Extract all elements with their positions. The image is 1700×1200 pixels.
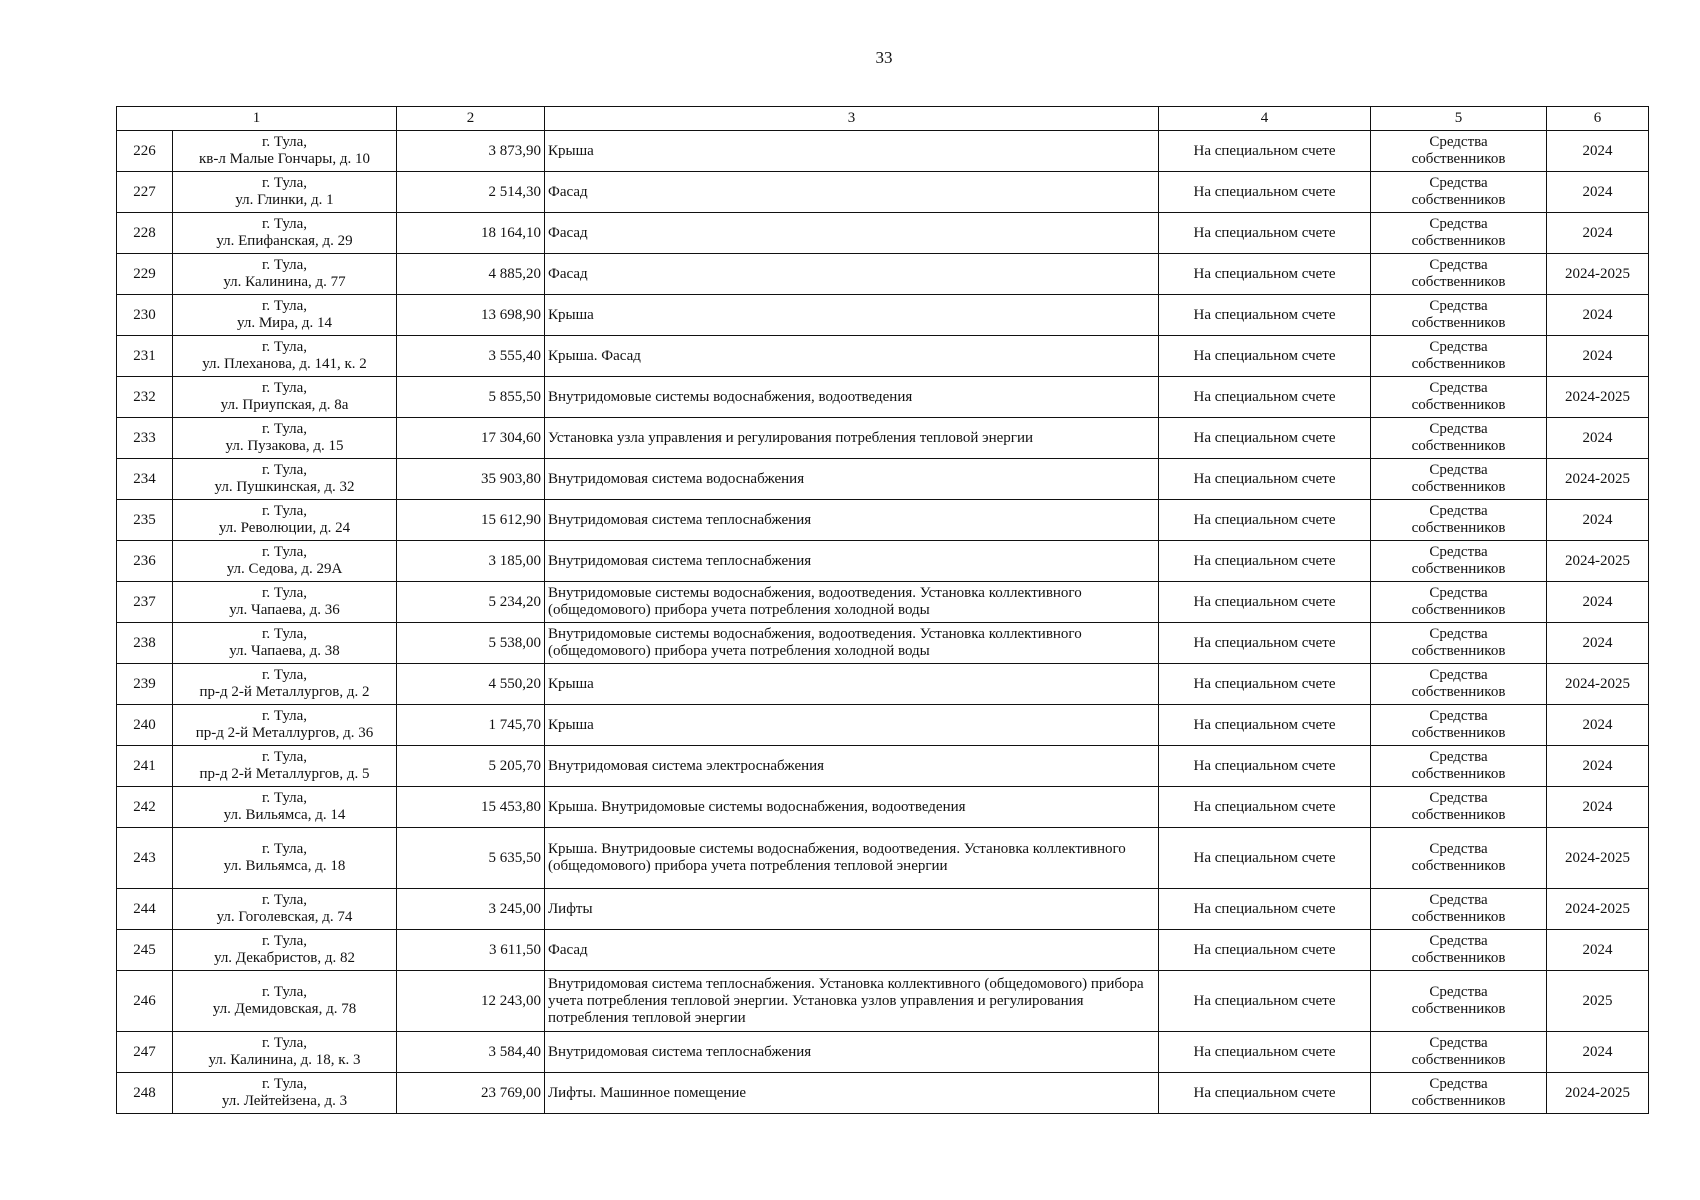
- table-row: [117, 623, 1649, 664]
- works-cell: Внутридомовая система теплоснабжения: [545, 541, 1159, 582]
- account-cell: На специальном счете: [1159, 295, 1371, 336]
- funding-source-line2: собственников: [1411, 1001, 1506, 1017]
- address-city: г. Тула,: [261, 257, 308, 273]
- account-cell: На специальном счете: [1159, 254, 1371, 295]
- table-row: [117, 582, 1649, 623]
- works-cell: Фасад: [545, 172, 1159, 213]
- table-row: [117, 336, 1649, 377]
- table-row: [117, 377, 1649, 418]
- funding-source-cell: [1371, 787, 1547, 828]
- address-city: г. Тула,: [261, 667, 308, 683]
- works-cell: Внутридомовые системы водоснабжения, водоотведения. Установка коллективного (общедомового) прибора учета потребления холодной воды: [545, 623, 1159, 664]
- area-cell: 5 635,50: [397, 828, 545, 889]
- address-city: г. Тула,: [261, 1035, 308, 1051]
- area-cell: 3 245,00: [397, 889, 545, 930]
- row-number: 235: [117, 500, 173, 541]
- funding-source-line2: собственников: [1411, 479, 1506, 495]
- years-cell: 2024: [1547, 131, 1649, 172]
- funding-source-line1: Средства: [1429, 708, 1488, 724]
- table-row: [117, 746, 1649, 787]
- address-street: ул. Вильямса, д. 14: [223, 807, 346, 823]
- account-cell: На специальном счете: [1159, 705, 1371, 746]
- table-row: [117, 541, 1649, 582]
- account-cell: На специальном счете: [1159, 172, 1371, 213]
- address-city: г. Тула,: [261, 503, 308, 519]
- works-cell: Крыша. Фасад: [545, 336, 1159, 377]
- account-cell: На специальном счете: [1159, 889, 1371, 930]
- address-cell: [173, 418, 397, 459]
- area-cell: 3 584,40: [397, 1032, 545, 1073]
- account-cell: На специальном счете: [1159, 459, 1371, 500]
- header-col-2: 2: [397, 107, 545, 131]
- funding-source-cell: [1371, 971, 1547, 1032]
- address-street: ул. Демидовская, д. 78: [212, 1001, 357, 1017]
- funding-source-line2: собственников: [1411, 520, 1506, 536]
- row-number: 243: [117, 828, 173, 889]
- address-street: ул. Вильямса, д. 18: [223, 858, 346, 874]
- row-number: 232: [117, 377, 173, 418]
- address-city: г. Тула,: [261, 421, 308, 437]
- address-street: ул. Декабристов, д. 82: [213, 950, 355, 966]
- funding-source-cell: [1371, 705, 1547, 746]
- address-city: г. Тула,: [261, 708, 308, 724]
- area-cell: 5 234,20: [397, 582, 545, 623]
- address-street: пр-д 2-й Металлургов, д. 36: [195, 725, 374, 741]
- area-cell: 2 514,30: [397, 172, 545, 213]
- years-cell: 2024: [1547, 623, 1649, 664]
- funding-source-line1: Средства: [1429, 585, 1488, 601]
- funding-source-line1: Средства: [1429, 175, 1488, 191]
- funding-source-cell: [1371, 500, 1547, 541]
- area-cell: 3 555,40: [397, 336, 545, 377]
- funding-source-cell: [1371, 541, 1547, 582]
- years-cell: 2024: [1547, 930, 1649, 971]
- address-cell: [173, 336, 397, 377]
- funding-source-line1: Средства: [1429, 134, 1488, 150]
- funding-source-cell: [1371, 295, 1547, 336]
- account-cell: На специальном счете: [1159, 971, 1371, 1032]
- table-row: [117, 131, 1649, 172]
- account-cell: На специальном счете: [1159, 664, 1371, 705]
- area-cell: 3 611,50: [397, 930, 545, 971]
- address-cell: [173, 1073, 397, 1114]
- address-city: г. Тула,: [261, 984, 308, 1000]
- works-cell: Внутридомовая система теплоснабжения. Установка коллективного (общедомового) прибора учета потребления тепловой энергии. Установка узлов управления и регулирования потребления тепловой энергии: [545, 971, 1159, 1032]
- works-cell: Установка узла управления и регулирования потребления тепловой энергии: [545, 418, 1159, 459]
- area-cell: 15 453,80: [397, 787, 545, 828]
- row-number: 227: [117, 172, 173, 213]
- works-cell: Фасад: [545, 254, 1159, 295]
- address-street: ул. Чапаева, д. 38: [229, 643, 340, 659]
- address-cell: [173, 541, 397, 582]
- area-cell: 1 745,70: [397, 705, 545, 746]
- years-cell: 2024-2025: [1547, 828, 1649, 889]
- table-row: [117, 1073, 1649, 1114]
- funding-source-line1: Средства: [1429, 380, 1488, 396]
- funding-source-line1: Средства: [1429, 749, 1488, 765]
- funding-source-line2: собственников: [1411, 438, 1506, 454]
- years-cell: 2024: [1547, 418, 1649, 459]
- funding-source-line2: собственников: [1411, 725, 1506, 741]
- funding-source-cell: [1371, 582, 1547, 623]
- funding-source-line1: Средства: [1429, 257, 1488, 273]
- funding-source-line1: Средства: [1429, 790, 1488, 806]
- works-cell: Внутридомовые системы водоснабжения, водоотведения: [545, 377, 1159, 418]
- years-cell: 2025: [1547, 971, 1649, 1032]
- works-cell: Лифты. Машинное помещение: [545, 1073, 1159, 1114]
- funding-source-cell: [1371, 459, 1547, 500]
- header-col-1: 1: [117, 107, 397, 131]
- works-cell: Фасад: [545, 213, 1159, 254]
- address-street: ул. Чапаева, д. 36: [229, 602, 340, 618]
- page-number: 33: [875, 48, 893, 67]
- address-cell: [173, 254, 397, 295]
- years-cell: 2024-2025: [1547, 664, 1649, 705]
- account-cell: На специальном счете: [1159, 1032, 1371, 1073]
- table-row: [117, 418, 1649, 459]
- address-street: ул. Лейтейзена, д. 3: [221, 1093, 348, 1109]
- years-cell: 2024: [1547, 172, 1649, 213]
- address-street: ул. Революции, д. 24: [218, 520, 351, 536]
- funding-source-line1: Средства: [1429, 626, 1488, 642]
- address-cell: [173, 746, 397, 787]
- funding-source-cell: [1371, 213, 1547, 254]
- address-city: г. Тула,: [261, 462, 308, 478]
- account-cell: На специальном счете: [1159, 418, 1371, 459]
- account-cell: На специальном счете: [1159, 541, 1371, 582]
- years-cell: 2024-2025: [1547, 254, 1649, 295]
- row-number: 246: [117, 971, 173, 1032]
- address-cell: [173, 131, 397, 172]
- funding-source-cell: [1371, 254, 1547, 295]
- funding-source-line1: Средства: [1429, 298, 1488, 314]
- years-cell: 2024: [1547, 787, 1649, 828]
- address-city: г. Тула,: [261, 626, 308, 642]
- works-cell: Лифты: [545, 889, 1159, 930]
- area-cell: 23 769,00: [397, 1073, 545, 1114]
- table-row: [117, 295, 1649, 336]
- row-number: 237: [117, 582, 173, 623]
- address-city: г. Тула,: [261, 790, 308, 806]
- address-cell: [173, 213, 397, 254]
- header-col-6: 6: [1547, 107, 1649, 131]
- works-cell: Внутридомовая система водоснабжения: [545, 459, 1159, 500]
- funding-source-line2: собственников: [1411, 950, 1506, 966]
- address-street: ул. Калинина, д. 18, к. 3: [208, 1052, 361, 1068]
- address-cell: [173, 172, 397, 213]
- address-city: г. Тула,: [261, 841, 308, 857]
- row-number: 228: [117, 213, 173, 254]
- table-body: [117, 131, 1649, 1114]
- funding-source-cell: [1371, 336, 1547, 377]
- header-col-4: 4: [1159, 107, 1371, 131]
- funding-source-line2: собственников: [1411, 684, 1506, 700]
- row-number: 247: [117, 1032, 173, 1073]
- address-cell: [173, 623, 397, 664]
- funding-source-cell: [1371, 131, 1547, 172]
- address-city: г. Тула,: [261, 933, 308, 949]
- address-street: ул. Плеханова, д. 141, к. 2: [202, 356, 367, 372]
- years-cell: 2024: [1547, 582, 1649, 623]
- works-cell: Крыша: [545, 664, 1159, 705]
- header-col-5: 5: [1371, 107, 1547, 131]
- years-cell: 2024: [1547, 500, 1649, 541]
- area-cell: 3 873,90: [397, 131, 545, 172]
- works-cell: Фасад: [545, 930, 1159, 971]
- address-city: г. Тула,: [261, 892, 308, 908]
- account-cell: На специальном счете: [1159, 828, 1371, 889]
- funding-source-line2: собственников: [1411, 151, 1506, 167]
- address-street: пр-д 2-й Металлургов, д. 5: [199, 766, 370, 782]
- row-number: 240: [117, 705, 173, 746]
- address-cell: [173, 459, 397, 500]
- funding-source-line1: Средства: [1429, 216, 1488, 232]
- table-row: [117, 459, 1649, 500]
- address-city: г. Тула,: [261, 544, 308, 560]
- address-cell: [173, 971, 397, 1032]
- address-city: г. Тула,: [261, 339, 308, 355]
- funding-source-line2: собственников: [1411, 274, 1506, 290]
- account-cell: На специальном счете: [1159, 746, 1371, 787]
- funding-source-line2: собственников: [1411, 807, 1506, 823]
- account-cell: На специальном счете: [1159, 1073, 1371, 1114]
- works-cell: Крыша: [545, 131, 1159, 172]
- funding-source-cell: [1371, 746, 1547, 787]
- works-cell: Внутридомовая система теплоснабжения: [545, 500, 1159, 541]
- address-city: г. Тула,: [261, 380, 308, 396]
- row-number: 244: [117, 889, 173, 930]
- address-street: ул. Приупская, д. 8а: [220, 397, 349, 413]
- address-street: ул. Гоголевская, д. 74: [216, 909, 353, 925]
- address-street: ул. Пушкинская, д. 32: [214, 479, 355, 495]
- funding-source-cell: [1371, 930, 1547, 971]
- address-cell: [173, 1032, 397, 1073]
- address-cell: [173, 930, 397, 971]
- funding-source-cell: [1371, 1032, 1547, 1073]
- works-cell: Крыша: [545, 295, 1159, 336]
- funding-source-line1: Средства: [1429, 892, 1488, 908]
- table-row: [117, 971, 1649, 1032]
- funding-source-line2: собственников: [1411, 561, 1506, 577]
- table-row: [117, 889, 1649, 930]
- funding-source-line2: собственников: [1411, 1052, 1506, 1068]
- address-street: ул. Калинина, д. 77: [223, 274, 346, 290]
- address-city: г. Тула,: [261, 175, 308, 191]
- address-city: г. Тула,: [261, 749, 308, 765]
- address-street: ул. Глинки, д. 1: [235, 192, 334, 208]
- account-cell: На специальном счете: [1159, 582, 1371, 623]
- works-cell: Крыша. Внутридомовые системы водоснабжения, водоотведения: [545, 787, 1159, 828]
- address-city: г. Тула,: [261, 134, 308, 150]
- account-cell: На специальном счете: [1159, 377, 1371, 418]
- row-number: 242: [117, 787, 173, 828]
- funding-source-line1: Средства: [1429, 984, 1488, 1000]
- address-cell: [173, 889, 397, 930]
- address-street: кв-л Малые Гончары, д. 10: [199, 151, 370, 167]
- funding-source-line1: Средства: [1429, 544, 1488, 560]
- area-cell: 13 698,90: [397, 295, 545, 336]
- funding-source-line2: собственников: [1411, 356, 1506, 372]
- address-cell: [173, 664, 397, 705]
- table-row: [117, 1032, 1649, 1073]
- works-cell: Внутридомовая система электроснабжения: [545, 746, 1159, 787]
- table-row: [117, 930, 1649, 971]
- area-cell: 18 164,10: [397, 213, 545, 254]
- funding-source-cell: [1371, 377, 1547, 418]
- years-cell: 2024-2025: [1547, 541, 1649, 582]
- address-street: ул. Пузакова, д. 15: [225, 438, 344, 454]
- funding-source-line1: Средства: [1429, 1035, 1488, 1051]
- funding-source-cell: [1371, 664, 1547, 705]
- years-cell: 2024: [1547, 705, 1649, 746]
- funding-source-line1: Средства: [1429, 421, 1488, 437]
- funding-source-cell: [1371, 418, 1547, 459]
- funding-source-line1: Средства: [1429, 339, 1488, 355]
- address-cell: [173, 582, 397, 623]
- address-cell: [173, 295, 397, 336]
- table-row: [117, 213, 1649, 254]
- table-row: [117, 787, 1649, 828]
- funding-source-cell: [1371, 623, 1547, 664]
- table-row: [117, 500, 1649, 541]
- row-number: 245: [117, 930, 173, 971]
- address-street: ул. Епифанская, д. 29: [216, 233, 353, 249]
- funding-source-line2: собственников: [1411, 397, 1506, 413]
- row-number: 239: [117, 664, 173, 705]
- address-cell: [173, 828, 397, 889]
- funding-source-line2: собственников: [1411, 602, 1506, 618]
- row-number: 229: [117, 254, 173, 295]
- header-col-3: 3: [545, 107, 1159, 131]
- row-number: 241: [117, 746, 173, 787]
- funding-source-line1: Средства: [1429, 503, 1488, 519]
- table-row: [117, 664, 1649, 705]
- funding-source-line2: собственников: [1411, 192, 1506, 208]
- area-cell: 17 304,60: [397, 418, 545, 459]
- account-cell: На специальном счете: [1159, 787, 1371, 828]
- row-number: 248: [117, 1073, 173, 1114]
- works-cell: Крыша. Внутридоовые системы водоснабжения, водоотведения. Установка коллективного (общедомового) прибора учета потребления тепловой энергии: [545, 828, 1159, 889]
- table-row: [117, 828, 1649, 889]
- funding-source-line1: Средства: [1429, 933, 1488, 949]
- account-cell: На специальном счете: [1159, 500, 1371, 541]
- table-row: [117, 705, 1649, 746]
- table-row: [117, 172, 1649, 213]
- years-cell: 2024-2025: [1547, 889, 1649, 930]
- funding-source-line1: Средства: [1429, 667, 1488, 683]
- address-cell: [173, 705, 397, 746]
- funding-source-cell: [1371, 889, 1547, 930]
- row-number: 230: [117, 295, 173, 336]
- row-number: 233: [117, 418, 173, 459]
- address-cell: [173, 787, 397, 828]
- area-cell: 12 243,00: [397, 971, 545, 1032]
- address-cell: [173, 377, 397, 418]
- row-number: 236: [117, 541, 173, 582]
- funding-source-line2: собственников: [1411, 909, 1506, 925]
- funding-source-line1: Средства: [1429, 462, 1488, 478]
- area-cell: 15 612,90: [397, 500, 545, 541]
- funding-source-line2: собственников: [1411, 643, 1506, 659]
- funding-source-line2: собственников: [1411, 766, 1506, 782]
- row-number: 234: [117, 459, 173, 500]
- funding-source-line2: собственников: [1411, 315, 1506, 331]
- area-cell: 3 185,00: [397, 541, 545, 582]
- row-number: 226: [117, 131, 173, 172]
- address-street: ул. Седова, д. 29А: [226, 561, 343, 577]
- header-row: [117, 107, 1649, 131]
- table-row: [117, 254, 1649, 295]
- funding-source-line1: Средства: [1429, 841, 1488, 857]
- area-cell: 5 538,00: [397, 623, 545, 664]
- account-cell: На специальном счете: [1159, 336, 1371, 377]
- years-cell: 2024: [1547, 213, 1649, 254]
- years-cell: 2024-2025: [1547, 377, 1649, 418]
- address-city: г. Тула,: [261, 1076, 308, 1092]
- address-street: ул. Мира, д. 14: [237, 315, 332, 331]
- address-city: г. Тула,: [261, 298, 308, 314]
- area-cell: 4 885,20: [397, 254, 545, 295]
- row-number: 238: [117, 623, 173, 664]
- works-cell: Внутридомовые системы водоснабжения, водоотведения. Установка коллективного (общедомового) прибора учета потребления холодной воды: [545, 582, 1159, 623]
- area-cell: 5 855,50: [397, 377, 545, 418]
- works-cell: Крыша: [545, 705, 1159, 746]
- address-street: пр-д 2-й Металлургов, д. 2: [199, 684, 370, 700]
- years-cell: 2024: [1547, 295, 1649, 336]
- years-cell: 2024-2025: [1547, 459, 1649, 500]
- address-city: г. Тула,: [261, 216, 308, 232]
- account-cell: На специальном счете: [1159, 131, 1371, 172]
- years-cell: 2024: [1547, 336, 1649, 377]
- funding-source-line1: Средства: [1429, 1076, 1488, 1092]
- funding-source-cell: [1371, 828, 1547, 889]
- funding-source-line2: собственников: [1411, 1093, 1506, 1109]
- area-cell: 35 903,80: [397, 459, 545, 500]
- capital-repair-table: [116, 106, 1649, 1114]
- address-cell: [173, 500, 397, 541]
- funding-source-line2: собственников: [1411, 233, 1506, 249]
- account-cell: На специальном счете: [1159, 930, 1371, 971]
- area-cell: 5 205,70: [397, 746, 545, 787]
- row-number: 231: [117, 336, 173, 377]
- years-cell: 2024-2025: [1547, 1073, 1649, 1114]
- years-cell: 2024: [1547, 1032, 1649, 1073]
- funding-source-cell: [1371, 172, 1547, 213]
- area-cell: 4 550,20: [397, 664, 545, 705]
- account-cell: На специальном счете: [1159, 213, 1371, 254]
- works-cell: Внутридомовая система теплоснабжения: [545, 1032, 1159, 1073]
- years-cell: 2024: [1547, 746, 1649, 787]
- account-cell: На специальном счете: [1159, 623, 1371, 664]
- funding-source-line2: собственников: [1411, 858, 1506, 874]
- address-city: г. Тула,: [261, 585, 308, 601]
- funding-source-cell: [1371, 1073, 1547, 1114]
